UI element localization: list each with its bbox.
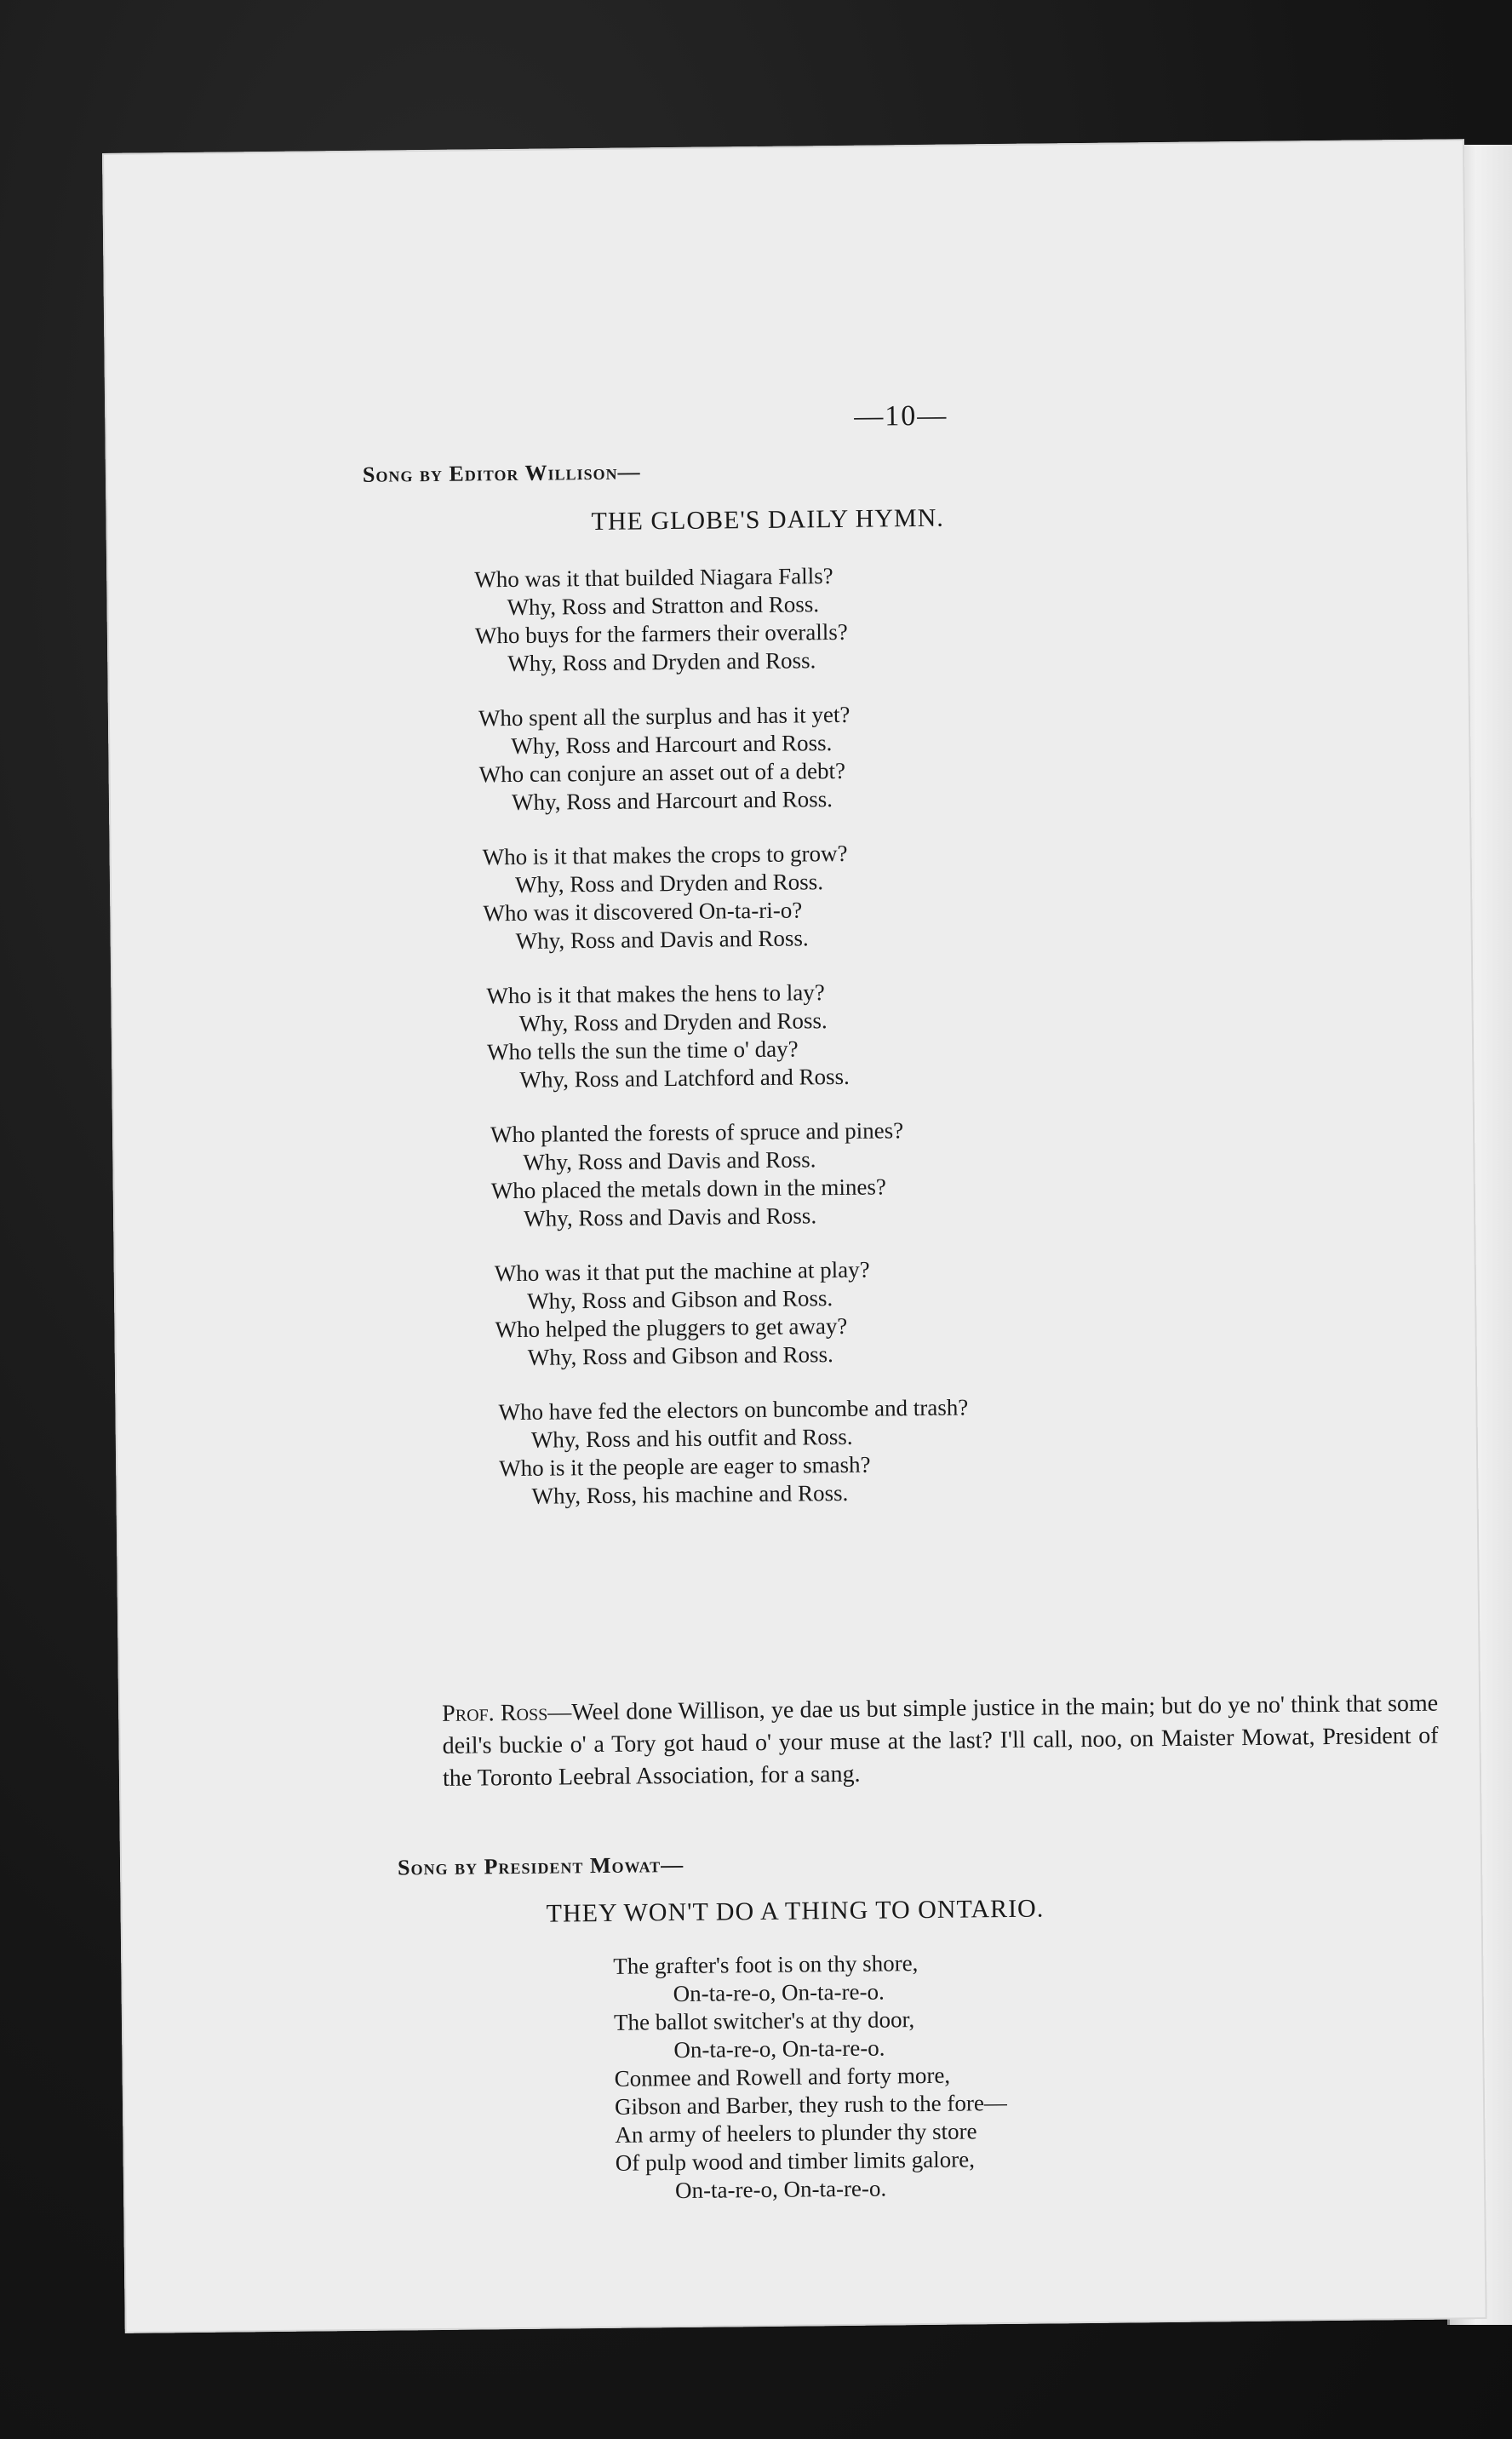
song1-line: Why, Ross and Gibson and Ross. [526, 1285, 833, 1314]
song1-line: Why, Ross and Harcourt and Ross. [511, 786, 833, 816]
song1-line: Who is it that makes the crops to grow? [482, 840, 848, 870]
song1-line: Why, Ross and Latchford and Ross. [519, 1063, 850, 1093]
song2-line: On-ta-re-o, On-ta-re-o. [673, 1978, 885, 2007]
page-number: —10— [854, 399, 948, 433]
song1-line: Why, Ross and Stratton and Ross. [507, 591, 820, 621]
song1-line: Why, Ross, his machine and Ross. [531, 1479, 849, 1509]
song1-intro: Song by Editor Willison— [362, 459, 641, 487]
song1-line: Why, Ross and Davis and Ross. [523, 1146, 816, 1175]
song1-line: Who tells the sun the time o' day? [486, 1036, 799, 1065]
song1-line: Who is it the people are eager to smash? [499, 1451, 871, 1482]
song1-line: Who have fed the electors on buncombe and trash? [498, 1394, 969, 1426]
song2-line: Of pulp wood and timber limits galore, [615, 2146, 976, 2176]
song1-line: Who was it discovered On-ta-ri-o? [483, 897, 803, 927]
song1-line: Who helped the pluggers to get away? [495, 1312, 848, 1343]
song2-line: On-ta-re-o, On-ta-re-o. [673, 2034, 885, 2063]
song1-line: Who was it that builded Niagara Falls? [474, 563, 833, 593]
song1-line: Why, Ross and his outfit and Ross. [530, 1423, 853, 1453]
prose-paragraph [442, 1688, 1439, 1795]
song2-line: An army of heelers to plunder thy store [615, 2118, 977, 2148]
song1-line: Why, Ross and Davis and Ross. [515, 925, 809, 954]
song1-line: Who planted the forests of spruce and pines? [490, 1117, 904, 1148]
song1-title: THE GLOBE'S DAILY HYMN. [591, 503, 944, 537]
song1-line: Who is it that makes the hens to lay? [486, 979, 825, 1009]
song1-line: Who placed the metals down in the mines? [490, 1174, 887, 1204]
song1-line: Who can conjure an asset out of a debt? [478, 757, 846, 788]
song1-line: Who buys for the farmers their overalls? [474, 618, 848, 649]
song1-line: Why, Ross and Dryden and Ross. [507, 647, 816, 677]
book-page [102, 139, 1487, 2333]
song2-line: Conmee and Rowell and forty more, [614, 2062, 951, 2092]
song1-line: Why, Ross and Dryden and Ross. [518, 1007, 828, 1036]
song2-title: THEY WON'T DO A THING TO ONTARIO. [546, 1894, 1045, 1928]
song1-line: Who was it that put the machine at play? [494, 1256, 870, 1287]
song2-line: Gibson and Barber, they rush to the fore— [614, 2089, 1007, 2120]
song1-line: Why, Ross and Harcourt and Ross. [511, 730, 833, 760]
song2-line: The grafter's foot is on thy shore, [613, 1950, 919, 1979]
song2-intro: Song by President Mowat— [397, 1851, 684, 1880]
song1-line: Why, Ross and Davis and Ross. [523, 1202, 817, 1231]
song1-line: Why, Ross and Dryden and Ross. [514, 869, 824, 898]
song1-line: Who spent all the surplus and has it yet? [478, 701, 850, 732]
prose-text: —Weel done Willison, ye dae us but simple justice in the main; but do ye no' think that some deil's buckie o' a Tory got haud o' your muse at the last? I'll call, noo, on Maister Mowat, President of the Toronto Leebral Association, for a sang. [442, 1690, 1439, 1792]
song2-line: On-ta-re-o, On-ta-re-o. [674, 2175, 887, 2204]
prose-speaker: Prof. Ross [442, 1699, 548, 1727]
song1-line: Why, Ross and Gibson and Ross. [527, 1341, 833, 1370]
song2-line: The ballot switcher's at thy door, [613, 2006, 915, 2035]
